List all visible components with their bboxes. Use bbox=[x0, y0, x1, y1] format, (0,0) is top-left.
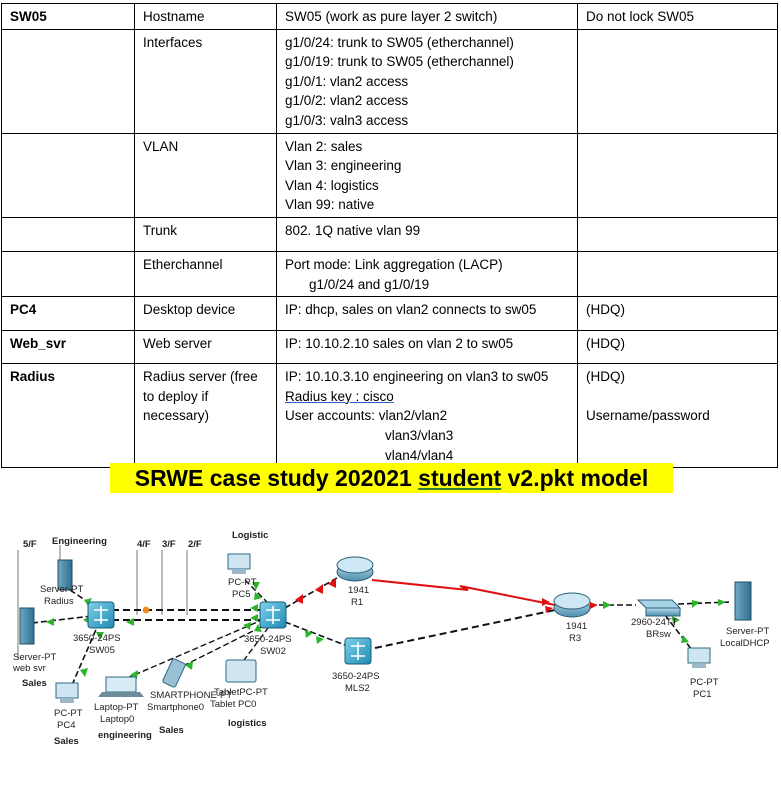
details-cell bbox=[277, 4, 578, 30]
sales-label-left: Sales bbox=[22, 678, 47, 689]
details-cell bbox=[277, 29, 578, 133]
item-cell: Radius server (free to deploy if necessary) bbox=[135, 364, 277, 468]
r3-name-label: R3 bbox=[569, 633, 582, 644]
detail-line: IP: 10.10.2.10 sales on vlan 2 to sw05 bbox=[285, 336, 514, 352]
server-radius-label: Server-PT bbox=[40, 584, 84, 595]
item-cell: Etherchannel bbox=[135, 251, 277, 296]
note-line: (HDQ) bbox=[586, 336, 625, 352]
device-cell bbox=[2, 217, 135, 251]
caption-underlined-word: student bbox=[418, 465, 502, 491]
tablet-label: TabletPC-PT bbox=[214, 687, 268, 698]
floor-label-2f: 2/F bbox=[188, 539, 202, 550]
pc1-label: PC-PT bbox=[690, 677, 719, 688]
detail-line: g1/0/1: vlan2 access bbox=[285, 73, 409, 89]
device-cell bbox=[2, 29, 135, 133]
model-caption bbox=[110, 463, 673, 493]
sw02-model-label: 3650-24PS bbox=[244, 634, 292, 645]
sw05-model-label: 3650-24PS bbox=[73, 633, 121, 644]
details-cell bbox=[277, 217, 578, 251]
detail-line: IP: dhcp, sales on vlan2 connects to sw05 bbox=[285, 302, 537, 318]
floor-label-4f: 4/F bbox=[137, 539, 151, 550]
web-server-label: Server-PT bbox=[13, 652, 57, 663]
detail-line bbox=[285, 387, 569, 407]
link-down-markers bbox=[295, 578, 598, 613]
pc5-label: PC-PT bbox=[228, 577, 257, 588]
item-cell: Hostname bbox=[135, 4, 277, 30]
r3-model-label: 1941 bbox=[566, 621, 588, 632]
sales-label-pc4: Sales bbox=[54, 736, 79, 747]
detail-line: User accounts: vlan2/vlan2 bbox=[285, 408, 448, 424]
device-cell: SW05 bbox=[2, 4, 135, 30]
table-row bbox=[2, 29, 778, 133]
local-dhcp-name: LocalDHCP bbox=[720, 638, 770, 649]
sw02-name-label: SW02 bbox=[260, 646, 286, 657]
caption-text: SRWE case study 202021 bbox=[134, 465, 419, 491]
floor-label-5f: 5/F bbox=[23, 539, 37, 550]
table-row bbox=[2, 133, 778, 217]
brsw-model-label: 2960-24TT bbox=[631, 617, 678, 628]
item-cell: VLAN bbox=[135, 133, 277, 217]
sales-label-phone: Sales bbox=[159, 725, 184, 736]
detail-line: Vlan 4: logistics bbox=[285, 177, 379, 193]
laptop-name: Laptop0 bbox=[100, 714, 135, 725]
device-cell: PC4 bbox=[2, 297, 135, 331]
floor-label-3f: 3/F bbox=[162, 539, 176, 550]
details-cell bbox=[277, 331, 578, 364]
local-dhcp-label: Server-PT bbox=[726, 626, 770, 637]
pc5-name: PC5 bbox=[232, 589, 251, 600]
detail-line: Vlan 3: engineering bbox=[285, 158, 402, 174]
notes-cell bbox=[578, 4, 778, 30]
detail-line: Port mode: Link aggregation (LACP) bbox=[285, 256, 503, 272]
pc1-desktop-icon bbox=[688, 648, 719, 700]
note-line: (HDQ) bbox=[586, 369, 625, 385]
pc4-label: PC-PT bbox=[54, 708, 83, 719]
details-cell bbox=[277, 297, 578, 331]
detail-line: g1/0/19: trunk to SW05 (etherchannel) bbox=[285, 54, 514, 70]
detail-line: Vlan 2: sales bbox=[285, 138, 363, 154]
device-cell: Radius bbox=[2, 364, 135, 468]
radius-key-text: Radius key : cisco bbox=[285, 388, 394, 404]
table-row bbox=[2, 331, 778, 364]
note-line: Do not lock SW05 bbox=[586, 9, 695, 24]
mls2-name-label: MLS2 bbox=[345, 683, 370, 694]
laptop-icon bbox=[94, 677, 152, 741]
table-row bbox=[2, 4, 778, 30]
item-cell: Desktop device bbox=[135, 297, 277, 331]
notes-cell bbox=[578, 251, 778, 296]
r1-router-icon bbox=[337, 557, 373, 608]
pc4-desktop-icon bbox=[54, 683, 83, 747]
device-cell: Web_svr bbox=[2, 331, 135, 364]
network-topology-diagram bbox=[0, 520, 781, 780]
detail-line: g1/0/2: vlan2 access bbox=[285, 93, 409, 109]
details-cell bbox=[277, 251, 578, 296]
mls2-model-label: 3650-24PS bbox=[332, 671, 380, 682]
notes-cell bbox=[578, 217, 778, 251]
tablet-icon bbox=[210, 660, 268, 729]
detail-line: g1/0/24: trunk to SW05 (etherchannel) bbox=[285, 34, 514, 50]
device-cell bbox=[2, 133, 135, 217]
smartphone-name: Smartphone0 bbox=[147, 702, 205, 713]
r1-model-label: 1941 bbox=[348, 585, 370, 596]
server-radius-name: Radius bbox=[44, 596, 74, 607]
item-cell: Interfaces bbox=[135, 29, 277, 133]
engineering-label-bottom: engineering bbox=[98, 730, 152, 741]
requirements-table bbox=[1, 3, 778, 468]
tablet-name: Tablet PC0 bbox=[210, 699, 257, 710]
sw05-name-label: SW05 bbox=[89, 645, 115, 656]
r3-router-icon bbox=[554, 593, 590, 644]
detail-line: 802. 1Q native vlan 99 bbox=[285, 222, 421, 238]
local-dhcp-server-icon bbox=[720, 582, 770, 649]
sw02-switch-icon bbox=[244, 602, 292, 657]
details-cell bbox=[277, 133, 578, 217]
note-line bbox=[586, 387, 769, 407]
detail-line: vlan4/vlan4 bbox=[385, 447, 454, 463]
table-row bbox=[2, 217, 778, 251]
web-server-name: web svr bbox=[13, 663, 46, 674]
detail-line: g1/0/24 and g1/0/19 bbox=[309, 276, 430, 292]
note-line: Username/password bbox=[586, 408, 710, 424]
table-row bbox=[2, 251, 778, 296]
pc5-desktop-icon bbox=[228, 554, 257, 600]
item-cell: Web server bbox=[135, 331, 277, 364]
detail-line: g1/0/3: valn3 access bbox=[285, 112, 409, 128]
table-row bbox=[2, 364, 778, 468]
caption-text-end: v2.pkt model bbox=[501, 465, 649, 491]
sw05-switch-icon bbox=[73, 602, 121, 656]
floor-label-logistic: Logistic bbox=[232, 530, 269, 541]
pc1-name: PC1 bbox=[693, 689, 712, 700]
mls2-switch-icon bbox=[332, 638, 380, 694]
detail-line: IP: 10.10.3.10 engineering on vlan3 to sw05 bbox=[285, 369, 549, 385]
note-line: (HDQ) bbox=[586, 302, 625, 318]
notes-cell bbox=[578, 364, 778, 468]
notes-cell bbox=[578, 133, 778, 217]
device-cell bbox=[2, 251, 135, 296]
r1-name-label: R1 bbox=[351, 597, 364, 608]
laptop-label: Laptop-PT bbox=[94, 702, 139, 713]
brsw-name-label: BRsw bbox=[646, 629, 671, 640]
notes-cell bbox=[578, 331, 778, 364]
link-status-markers bbox=[46, 582, 726, 679]
notes-cell bbox=[578, 29, 778, 133]
server-radius-icon bbox=[40, 560, 83, 607]
detail-line: Vlan 99: native bbox=[285, 197, 375, 213]
notes-cell bbox=[578, 297, 778, 331]
item-cell: Trunk bbox=[135, 217, 277, 251]
logistics-label-bottom: logistics bbox=[228, 718, 267, 729]
table-row bbox=[2, 297, 778, 331]
details-cell bbox=[277, 364, 578, 468]
floor-label-engineering: Engineering bbox=[52, 536, 107, 547]
pc4-name: PC4 bbox=[57, 720, 76, 731]
brsw-switch-icon bbox=[631, 600, 680, 640]
detail-line: SW05 (work as pure layer 2 switch) bbox=[285, 9, 498, 24]
detail-line: vlan3/vlan3 bbox=[385, 427, 454, 443]
smartphone-label: SMARTPHONE-PT bbox=[150, 690, 233, 701]
